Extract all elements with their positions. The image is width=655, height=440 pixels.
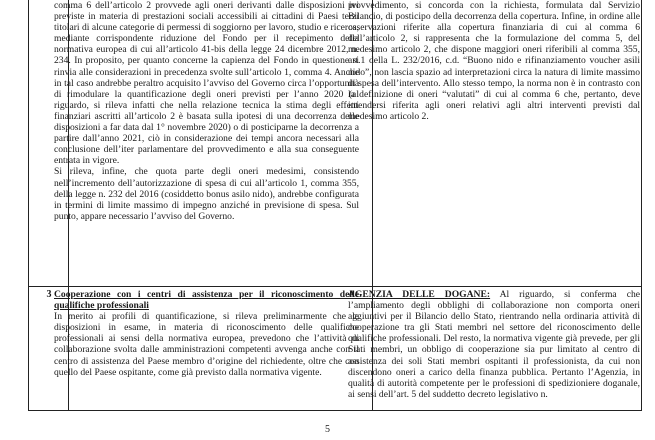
row-3-right-cell <box>348 289 640 400</box>
row-top-right-paragraph: provvedimento, si concorda con la richiesta, formulata dal Servizio Bilancio, di posticipo della decorrenza della copertura. Infine, in ordine alle osservazioni riferite alla copertura finanziaria di cui al comma 6 dell’articolo 2, si rappresenta che la formulazione del comma 5, del medesimo articolo 2, che dispone maggiori oneri riferibili al comma 355, art.1 della L. 232/2016, c.d. “Buono nido e rifinanziamento voucher asili nido”, non lascia spazio ad interpretazioni circa la natura di limite massimo di spesa dell’intervento. Allo stesso tempo, la norma non è in contrasto con la definizione di oneri “valutati” di cui al comma 6 che, pertanto, deve intendersi riferita agli oneri relativi agli altri interventi previsti dal medesimo articolo 2. <box>348 0 640 122</box>
row-3-left-heading: Cooperazione con i centri di assistenza per il riconoscimento delle qualifiche professionali <box>54 289 359 312</box>
row-top-left-paragraph-2: Si rileva, infine, che quota parte degli oneri medesimi, consistendo nell’incremento dell’autorizzazione di spesa di cui all’articolo 1, comma 355, della legge n. 232 del 2016 (cosiddetto bonus asilo nido), andrebbe configurata in termini di limite massimo di impegno anziché in previsione di spesa. Sul punto, appare necessario l’avviso del Governo. <box>54 166 359 222</box>
row-number: 3 <box>46 289 52 300</box>
row-3-right-text: Al riguardo, si conferma che l’ampliamento degli obblighi di collaborazione non comporta oneri aggiuntivi per il Bilancio dello Stato, rientrando nella ordinaria attività di cooperazione tra gli Stati membri nel settore del riconoscimento delle qualifiche professionali. Del resto, la normativa vigente già prevede, per gli Stati membri, un obbligo di cooperazione sia pur limitato al centro di assistenza dei soli Stati membri ospitanti il professionista, da cui non discendono oneri a carico della finanza pubblica. Pertanto l’Agenzia, in qualità di autorità competente per le professioni di spedizioniere doganale, ai sensi dell’art. 5 del suddetto decreto legislativo n. <box>348 289 641 400</box>
row-top-right-cell <box>348 0 640 122</box>
row-3-left-text: In merito ai profili di quantificazione, si rileva preliminarmente che le disposizioni in esame, in materia di riconoscimento delle qualifiche professionali ai sensi della normativa europea, prevedono che l’attività di collaborazione svolta dalle amministrazioni competenti avvenga anche con il centro di assistenza del Paese membro d’origine del richiedente, oltre che con quello del Paese ospitante, come già previsto dalla normativa vigente. <box>54 311 359 378</box>
agency-heading: AGENZIA DELLE DOGANE: <box>348 289 491 300</box>
row-3-right-paragraph <box>348 289 640 400</box>
row-top-left-paragraph-1: comma 6 dell’articolo 2 provvede agli oneri derivanti dalle disposizioni ivi previste in materia di prestazioni sociali accessibili ai cittadini di Paesi terzi titolari di alcune categorie di permessi di soggiorno per lavoro, studio e ricerca, mediante corrispondente riduzione del Fondo per il recepimento della normativa europea di cui all’articolo 41-bis della legge 24 dicembre 2012, n. 234. In proposito, per quanto concerne la capienza del Fondo in questione si rinvia alle considerazioni in precedenza svolte sull’articolo 1, comma 4. Anche in tal caso andrebbe peraltro acquisito l’avviso del Governo circa l’opportunità di rimodulare la quantificazione degli oneri previsti per l’anno 2020 (al riguardo, si rileva infatti che nella relazione tecnica la stima degli effetti finanziari ascritti all’articolo 2 è basata sulla ipotesi di una decorrenza delle disposizioni a far data dal 1° novembre 2020) o di posticiparne la decorrenza a partire dall’anno 2021, ciò in considerazione dei tempi ancora necessari alla conclusione dell’iter parlamentare del provvedimento e alla sua conseguente entrata in vigore. <box>54 0 359 167</box>
row-top-left-cell <box>54 0 359 222</box>
page-number: 5 <box>325 424 330 435</box>
row-divider <box>29 286 641 287</box>
row-3-left-cell <box>54 289 359 378</box>
